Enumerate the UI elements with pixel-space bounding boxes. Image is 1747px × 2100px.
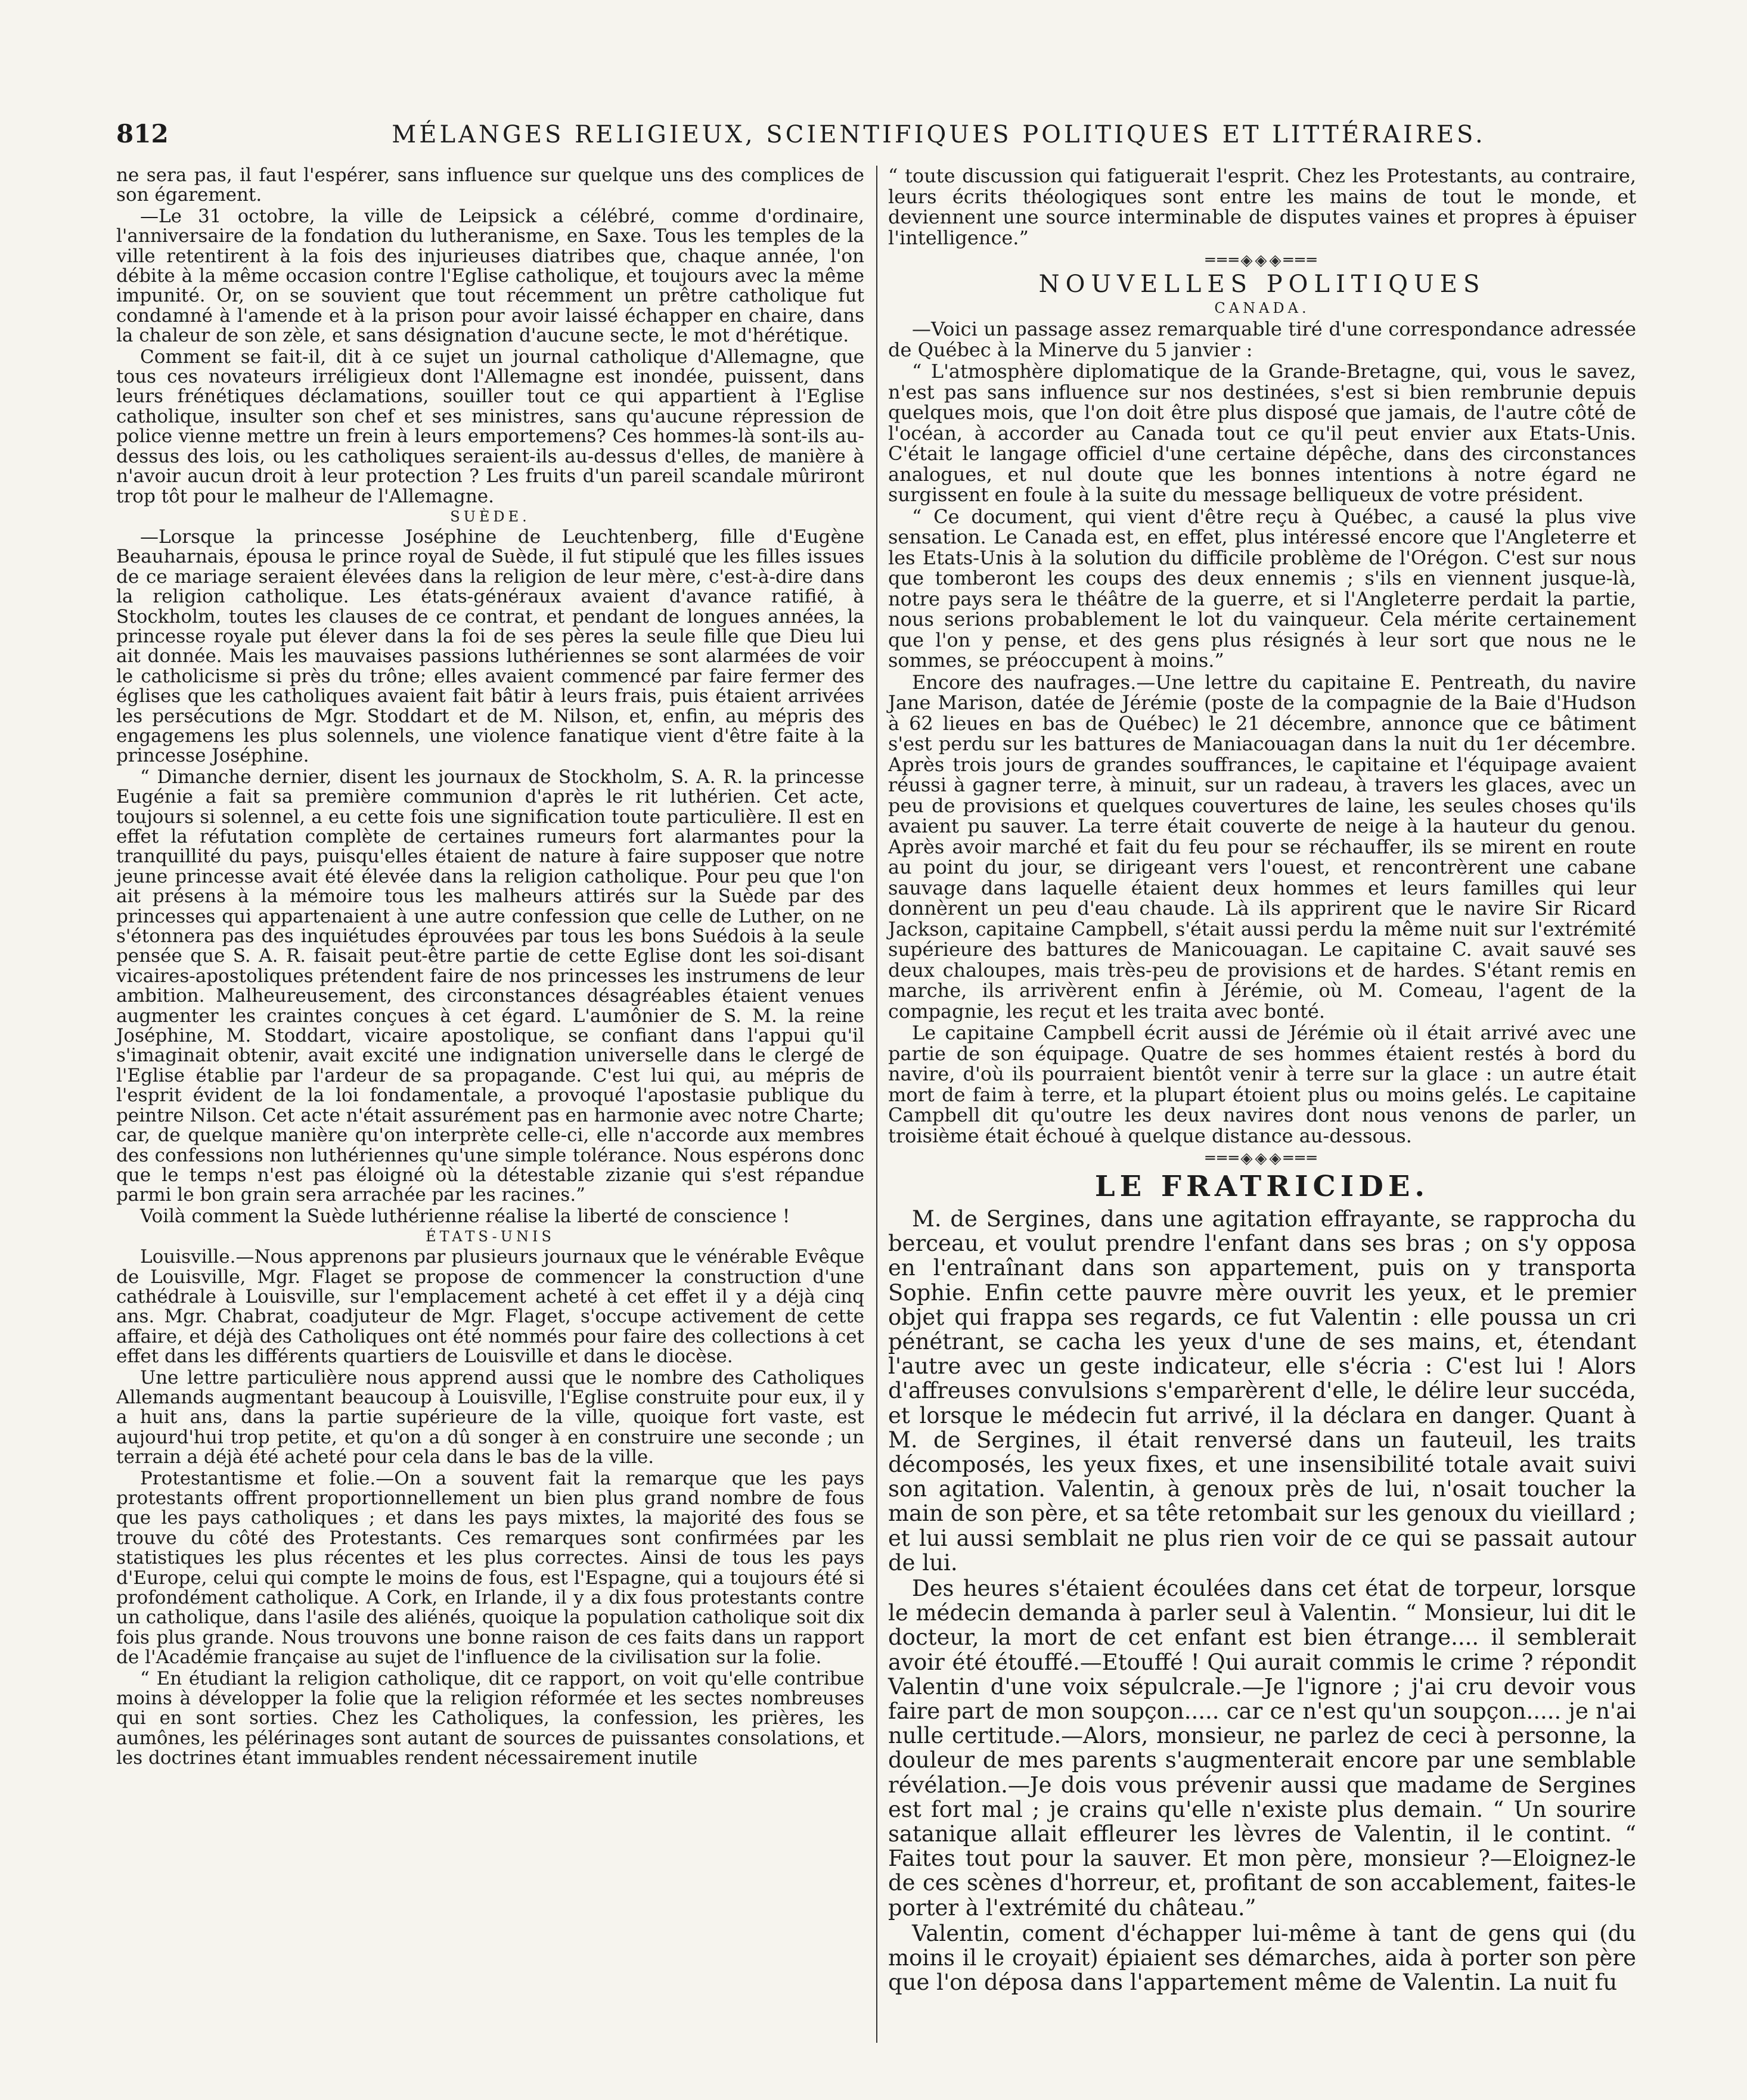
paragraph: —Le 31 octobre, la ville de Leipsick a célébré, comme d'ordinaire, l'anniversaire de la fondation du lutheranisme, en Saxe. Tous les temples de la ville retentirent à la fois des injurieuses diatribes que, chaque année, l'on débite à la même occasion contre l'Eglise catholique, et toujours avec la même impunité. Or, on se souvient que tout récemment un prêtre catholique fut condamné à l'amende et à la prison pour avoir laissé échapper en chaire, dans la chaleur de son zèle, et sans désignation d'aucune secte, le mot d'hérétique.	[116, 205, 864, 347]
paragraph: “ En étudiant la religion catholique, dit ce rapport, on voit qu'elle contribue moins à développer la folie que la religion réformée et les sectes nombreuses qui en sont sorties. Chez les Catholiques, la confession, les prières, les aumônes, les pélérinages sont autant de sources de puissantes consolations, et les doctrines étant immuables rendent nécessairement inutile	[116, 1667, 864, 1769]
paragraph: “ L'atmosphère diplomatique de la Grande-Bretagne, qui, vous le savez, n'est pas sans influence sur nos destinées, s'est si bien rembrunie depuis quelques mois, que l'on doit être plus disposé que jamais, de l'autre côté de l'océan, à accorder au Canada tout ce qu'il peut envier aux Etats-Unis. C'était le langage officiel d'une certaine dépêche, dans des circonstances analogues, et nul doute que les bonnes intentions à notre égard ne surgissent en foule à la suite du message belliqueux de votre président.	[888, 360, 1636, 506]
paragraph: “ Dimanche dernier, disent les journaux de Stockholm, S. A. R. la princesse Eugénie a fait sa première communion d'après le rit luthérien. Cet acte, toujours si solennel, a eu cette fois une signification toute particulière. Il est en effet la réfutation complète de certaines rumeurs fort alarmantes pour la tranquillité du pays, puisqu'elles étaient de nature à faire supposer que notre jeune princesse avait été élevée dans la religion catholique. Pour peu que l'on ait présens à la mémoire tous les malheurs attirés sur la Suède par des princesses qui appartenaient à une autre confession que celle de Luther, on ne s'étonnera pas des inquiétudes éprouvées par tous les bons Suédois à la seule pensée que S. A. R. faisait peut-être partie de cette Eglise dont les soi-disant vicaires-apostoliques prétendent faire de nos princesses les instrumens de leur ambition. Malheureusement, des circonstances désagréables étaient venues augmenter les craintes conçues à cet égard. L'aumônier de S. M. la reine Joséphine, M. Stoddart, vicaire apostolique, se confiant dans l'appui qu'il s'imaginait obtenir, avait excité une indignation universelle dans le clergé de l'Eglise établie par l'ardeur de sa propagande. C'est lui qui, au mépris de l'esprit évident de la loi fondamentale, a provoqué l'apostasie publique du peintre Nilson. Cet acte n'était assurément pas en harmonie avec notre Charte; car, de quelque manière qu'on interprète celle-ci, elle n'accorde aux membres des confessions non luthériennes qu'une simple tolérance. Nous espérons donc que le temps n'est pas éloigné où la détestable zizanie qui s'est répandue parmi le bon grain sera arrachée par les racines.”	[116, 766, 864, 1206]
section-heading-etats-unis: ÉTATS-UNIS	[426, 1228, 555, 1245]
paragraph: Des heures s'étaient écoulées dans cet état de torpeur, lorsque le médecin demanda à parler seul à Valentin. “ Monsieur, lui dit le docteur, la mort de cet enfant est bien étrange.... il semblerait avoir été étouffé.—Etouffé ! Qui aurait commis le crime ? répondit Valentin d'une voix sépulcrale.—Je l'ignore ; j'ai cru devoir vous faire part de mon soupçon..... car ce n'est qu'un soupçon..... je n'ai nulle certitude.—Alors, monsieur, ne parlez de ceci à personne, la douleur de mes parents s'augmenterait encore par une semblable révélation.—Je dois vous prévenir aussi que madame de Sergines est fort mal ; je crains qu'elle n'existe plus demain. “ Un sourire satanique allait effleurer les lèvres de Valentin, il le contint. “ Faites tout pour la sauver. Et mon père, monsieur ?—Eloignez-le de ces scènes d'horreur, et, profitant de son accablement, faites-le porter à l'extrémité du château.”	[888, 1576, 1636, 1921]
paragraph: Le capitaine Campbell écrit aussi de Jérémie où il était arrivé avec une partie de son équipage. Quatre de ses hommes étaient restés à bord du navire, d'où ils pourraient bientôt venir à terre sur la glace : un autre était mort de faim à terre, et la plupart étoient plus ou moins gelés. Le capitaine Campbell dit qu'outre les deux navires dont nous venons de parler, un troisième était échoué à quelque distance au-dessous.	[888, 1021, 1636, 1147]
ornament-divider: ═══◈◈◈═══	[1205, 251, 1319, 269]
story-body	[888, 1207, 1636, 1995]
right-news-block	[888, 166, 1636, 1146]
right-column	[888, 166, 1636, 1996]
story-title: LE FRATRICIDE.	[1094, 1170, 1430, 1203]
paragraph: —Lorsque la princesse Joséphine de Leuchtenberg, fille d'Eugène Beauharnais, épousa le prince royal de Suède, il fut stipulé que les filles issues de ce mariage seraient élevées dans la religion de leur mère, c'est-à-dire dans la religion catholique. Les états-généraux avaient d'avance ratifié, à Stockholm, toutes les clauses de ce contrat, et pendant de longues années, la princesse royale put élever dans la foi de ses pères la seule fille que Dieu lui ait donnée. Mais les mauvaises passions luthériennes se sont alarmées de voir le catholicisme si près du trône; elles avaient commencé par faire fermer des églises que les catholiques avaient fait bâtir à leurs frais, puis étaient arrivées les persécutions de Mgr. Stoddart et de M. Nilson, et, enfin, au mépris des engagemens les plus solennels, une violence fanatique vient d'être faite à la princesse Joséphine.	[116, 526, 864, 767]
paragraph: Encore des naufrages.—Une lettre du capitaine E. Pentreath, du navire Jane Marison, datée de Jérémie (poste de la compagnie de la Baie d'Hudson à 62 lieues en bas de Québec) le 21 décembre, annonce que ce bâtiment s'est perdu sur les battures de Maniacouagan dans la nuit du 1er décembre. Après trois jours de grandes souffrances, le capitaine et l'équipage avaient réussi à gagner terre, à minuit, sur un radeau, à travers les glaces, avec un peu de provisions et quelques couvertures de laine, les seules choses qu'ils avaient pu sauver. La terre était couverte de neige à la hauteur du genou. Après avoir marché et fait du feu pour se réchauffer, ils se mirent en route au point du jour, se dirigeant vers l'ouest, et rencontrèrent une cabane sauvage dans laquelle étaient deux hommes et leurs familles qui leur donnèrent un peu d'eau chaude. Là ils apprirent que le navire Sir Ricard Jackson, capitaine Campbell, s'était aussi perdu la même nuit sur l'extrémité supérieure des battures de Manicouagan. Le capitaine C. avait sauvé ses deux chaloupes, mais très-peu de provisions et de hardes. S'étant remis en marche, ils arrivèrent enfin à Jérémie, où M. Comeau, l'agent de la compagnie, les reçut et les traita avec bonté.	[888, 670, 1636, 1023]
left-column	[116, 166, 877, 2043]
paragraph: “ Ce document, qui vient d'être reçu à Québec, a causé la plus vive sensation. Le Canada est, en effet, plus intéressé encore que l'Angleterre et les Etats-Unis à la solution du difficile problème de l'Orégon. C'est sur nous que tomberont les coups des deux ennemis ; s'ils en viennent jusque-là, notre pays sera le théâtre de la guerre, et si l'Angleterre perdait la partie, nous serions probablement le lot du vainqueur. Cela mérite certainement que l'on y pense, et des gens plus résignés à leur sort que nous ne le sommes, se préoccupent à moins.”	[888, 505, 1636, 672]
paragraph: —Voici un passage assez remarquable tiré d'une correspondance adressée de Québec à la Minerve du 5 janvier :	[888, 318, 1636, 361]
section-title-nouvelles: NOUVELLES POLITIQUES	[1038, 271, 1486, 298]
paragraph: Protestantisme et folie.—On a souvent fait la remarque que les pays protestants offrent proportionnellement un bien plus grand nombre de fous que les pays catholiques ; et dans les pays mixtes, la majorité des fous se trouve du côté des Protestants. Ces remarques sont confirmées par les statistiques les plus récentes et les plus correctes. Ainsi de tous les pays d'Europe, celui qui compte le moins de fous, est l'Espagne, qui a toujours été si profondément catholique. A Cork, en Irlande, il y a dix fous protestants contre un catholique, dans l'asile des aliénés, quoique la population catholique soit dix fois plus grande. Nous trouvons une bonne raison de ces faits dans un rapport de l'Académie française au sujet de l'influence de la civilisation sur la folie.	[116, 1467, 864, 1669]
paragraph: Une lettre particulière nous apprend aussi que le nombre des Catholiques Allemands augmentant beaucoup à Louisville, l'Eglise construite pour eux, il y a huit ans, dans la partie supérieure de la ville, quoique fort vaste, est aujourd'hui trop petite, et qu'on a dû songer à en construire une seconde ; un terrain a déjà été acheté pour cela dans le bas de la ville.	[116, 1366, 864, 1468]
section-heading-canada: CANADA.	[1214, 300, 1310, 316]
paragraph: Louisville.—Nous apprenons par plusieurs journaux que le vénérable Evêque de Louisville, Mgr. Flaget se propose de commencer la construction d'une cathédrale à Louisville, sur l'emplacement acheté à cet effet il y a déjà cinq ans. Mgr. Chabrat, coadjuteur de Mgr. Flaget, s'occupe activement de cette affaire, et déjà des Catholiques ont été nommés pour faire des collections à cet effet dans les différents quartiers de Louisville et dans le diocèse.	[116, 1246, 864, 1368]
section-heading-suede: SUÈDE.	[450, 508, 530, 525]
running-title: MÉLANGES RELIGIEUX, SCIENTIFIQUES POLITIQUES ET LITTÉRAIRES.	[392, 121, 1486, 148]
paragraph: Valentin, coment d'échapper lui-même à tant de gens qui (du moins il le croyait) épiaient ses démarches, aida à porter son père que l'on déposa dans l'appartement même de Valentin. La nuit fu	[888, 1920, 1636, 1996]
paragraph: “ toute discussion qui fatiguerait l'esprit. Chez les Protestants, au contraire, leurs écrits théologiques sont entre les mains de tout le monde, et deviennent une source interminable de disputes vaines et propres à épuiser l'intelligence.”	[888, 164, 1636, 249]
paragraph: Voilà comment la Suède luthérienne réalise la liberté de conscience !	[140, 1205, 790, 1227]
paragraph: M. de Sergines, dans une agitation effrayante, se rapprocha du berceau, et voulut prendre l'enfant dans ses bras ; on s'y opposa en l'entraînant dans son appartement, puis on y transporta Sophie. Enfin cette pauvre mère ouvrit les yeux, et le premier objet qui frappa ses regards, ce fut Valentin : elle poussa un cri pénétrant, se cacha les yeux d'une de ses mains, et, étendant l'autre avec un geste indicateur, elle s'écria : C'est lui ! Alors d'affreuses convulsions s'emparèrent d'elle, le délire leur succéda, et lorsque le médecin fut arrivé, il la déclara en danger. Quant à M. de Sergines, il était renversé dans un fauteuil, les traits décomposés, les yeux fixes, et une insensibilité totale avait suivi son agitation. Valentin, à genoux près de lui, n'osait toucher la main de son père, et sa tête retombait sur les genoux du vieillard ; et lui aussi semblait ne plus rien voir de ce qui se passait autour de lui.	[888, 1206, 1636, 1576]
ornament-divider: ═══◈◈◈═══	[1205, 1150, 1319, 1167]
paragraph: ne sera pas, il faut l'espérer, sans influence sur quelque uns des complices de son égarement.	[116, 164, 864, 206]
paragraph: Comment se fait-il, dit à ce sujet un journal catholique d'Allemagne, que tous ces novateurs irréligieux dont l'Allemagne est inondée, puissent, dans leurs frénétiques déclamations, souiller tout ce qui appartient à l'Eglise catholique, insulter son chef et ses ministres, sans qu'aucune répression de police vienne mettre un frein à leurs emportemens? Ces hommes-là sont-ils au-dessus des lois, ou les catholiques seraient-ils au-dessus d'elles, de manière à n'avoir aucun droit à leur protection ? Les fruits d'un pareil scandale mûriront trop tôt pour le malheur de l'Allemagne.	[116, 346, 864, 507]
page-header	[116, 119, 1642, 155]
page-number: 812	[116, 119, 169, 148]
